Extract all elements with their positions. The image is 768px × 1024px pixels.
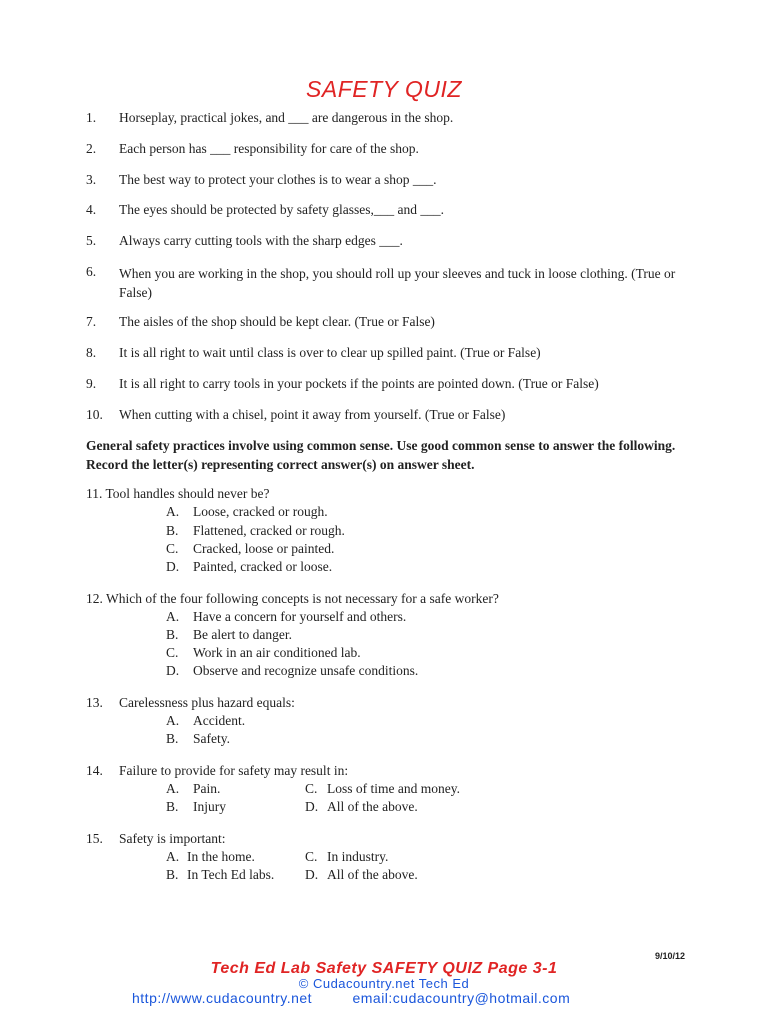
- question-number: 3.: [86, 172, 97, 187]
- option-letter: B.: [166, 523, 179, 538]
- footer-links: [132, 990, 570, 1006]
- question-number: 4.: [86, 202, 97, 217]
- question-number: 14.: [86, 763, 103, 778]
- option-text: In Tech Ed labs.: [187, 867, 275, 882]
- question-number: 15.: [86, 831, 103, 846]
- option-letter: A.: [166, 713, 180, 728]
- option-text: Work in an air conditioned lab.: [193, 645, 361, 660]
- footer-url-link[interactable]: http://www.cudacountry.net: [132, 990, 313, 1006]
- option-text: All of the above.: [327, 799, 418, 814]
- question-number: 5.: [86, 233, 97, 248]
- option-text: Injury: [193, 799, 226, 814]
- option-text: In the home.: [187, 849, 255, 864]
- option-letter: A.: [166, 781, 180, 796]
- option-letter: A.: [166, 849, 180, 864]
- option-letter: C.: [305, 781, 318, 796]
- option-text: Pain.: [193, 781, 221, 796]
- question-number: 9.: [86, 376, 97, 391]
- option-text: Loose, cracked or rough.: [193, 504, 328, 519]
- option-text: Observe and recognize unsafe conditions.: [193, 663, 419, 678]
- question-number: 8.: [86, 345, 97, 360]
- option-letter: C.: [305, 849, 318, 864]
- question-text: Failure to provide for safety may result in:: [119, 763, 349, 778]
- option-letter: B.: [166, 867, 179, 882]
- option-text: Painted, cracked or loose.: [193, 559, 333, 574]
- option-letter: D.: [305, 867, 319, 882]
- option-text: Loss of time and money.: [327, 781, 460, 796]
- option-letter: A.: [166, 504, 180, 519]
- option-letter: B.: [166, 731, 179, 746]
- option-text: Be alert to danger.: [193, 627, 292, 642]
- question-text: It is all right to wait until class is over to clear up spilled paint. (True or False): [119, 345, 541, 360]
- question-number: 1.: [86, 110, 97, 125]
- question-text: Carelessness plus hazard equals:: [119, 695, 295, 710]
- footer-copyright: © Cudacountry.net Tech Ed: [298, 976, 470, 991]
- question-text: The aisles of the shop should be kept clear. (True or False): [119, 314, 435, 329]
- page-title: SAFETY QUIZ: [306, 76, 462, 102]
- option-text: Have a concern for yourself and others.: [193, 609, 407, 624]
- option-text: Flattened, cracked or rough.: [193, 523, 345, 538]
- question-text: The best way to protect your clothes is to wear a shop ___.: [119, 172, 437, 187]
- option-letter: B.: [166, 799, 179, 814]
- question-text: It is all right to carry tools in your pockets if the points are pointed down. (True or False): [119, 376, 599, 391]
- option-letter: B.: [166, 627, 179, 642]
- option-text: Cracked, loose or painted.: [193, 541, 335, 556]
- question-stem: 12. Which of the four following concepts is not necessary for a safe worker?: [86, 591, 499, 606]
- question-text: Each person has ___ responsibility for care of the shop.: [119, 141, 419, 156]
- instructions: General safety practices involve using common sense. Use good common sense to answer the following. Record the letter(s) representing correct answer(s) on answer sheet.: [86, 438, 676, 472]
- option-letter: D.: [166, 663, 180, 678]
- question-text: When you are working in the shop, you should roll up your sleeves and tuck in loose clothing. (True or False): [119, 266, 676, 300]
- question-number: 2.: [86, 141, 97, 156]
- question-number: 10.: [86, 407, 103, 422]
- option-text: In industry.: [327, 849, 389, 864]
- option-letter: A.: [166, 609, 180, 624]
- question-number: 7.: [86, 314, 97, 329]
- question-stem: 11. Tool handles should never be?: [86, 486, 270, 501]
- option-text: Accident.: [193, 713, 246, 728]
- question-text: Safety is important:: [119, 831, 226, 846]
- option-text: All of the above.: [327, 867, 418, 882]
- question-text: Always carry cutting tools with the sharp edges ___.: [119, 233, 403, 248]
- option-letter: D.: [305, 799, 319, 814]
- footer-date: 9/10/12: [655, 951, 686, 961]
- footer-email-link[interactable]: email:cudacountry@hotmail.com: [352, 990, 571, 1006]
- option-letter: D.: [166, 559, 180, 574]
- option-letter: C.: [166, 541, 179, 556]
- option-letter: C.: [166, 645, 179, 660]
- option-text: Safety.: [193, 731, 230, 746]
- footer-title: Tech Ed Lab Safety SAFETY QUIZ Page 3-1: [210, 960, 558, 977]
- question-number: 6.: [86, 264, 97, 279]
- question-text: When cutting with a chisel, point it away from yourself. (True or False): [119, 407, 506, 422]
- question-text: Horseplay, practical jokes, and ___ are dangerous in the shop.: [119, 110, 454, 125]
- question-number: 13.: [86, 695, 103, 710]
- question-text: The eyes should be protected by safety glasses,___ and ___.: [119, 202, 445, 217]
